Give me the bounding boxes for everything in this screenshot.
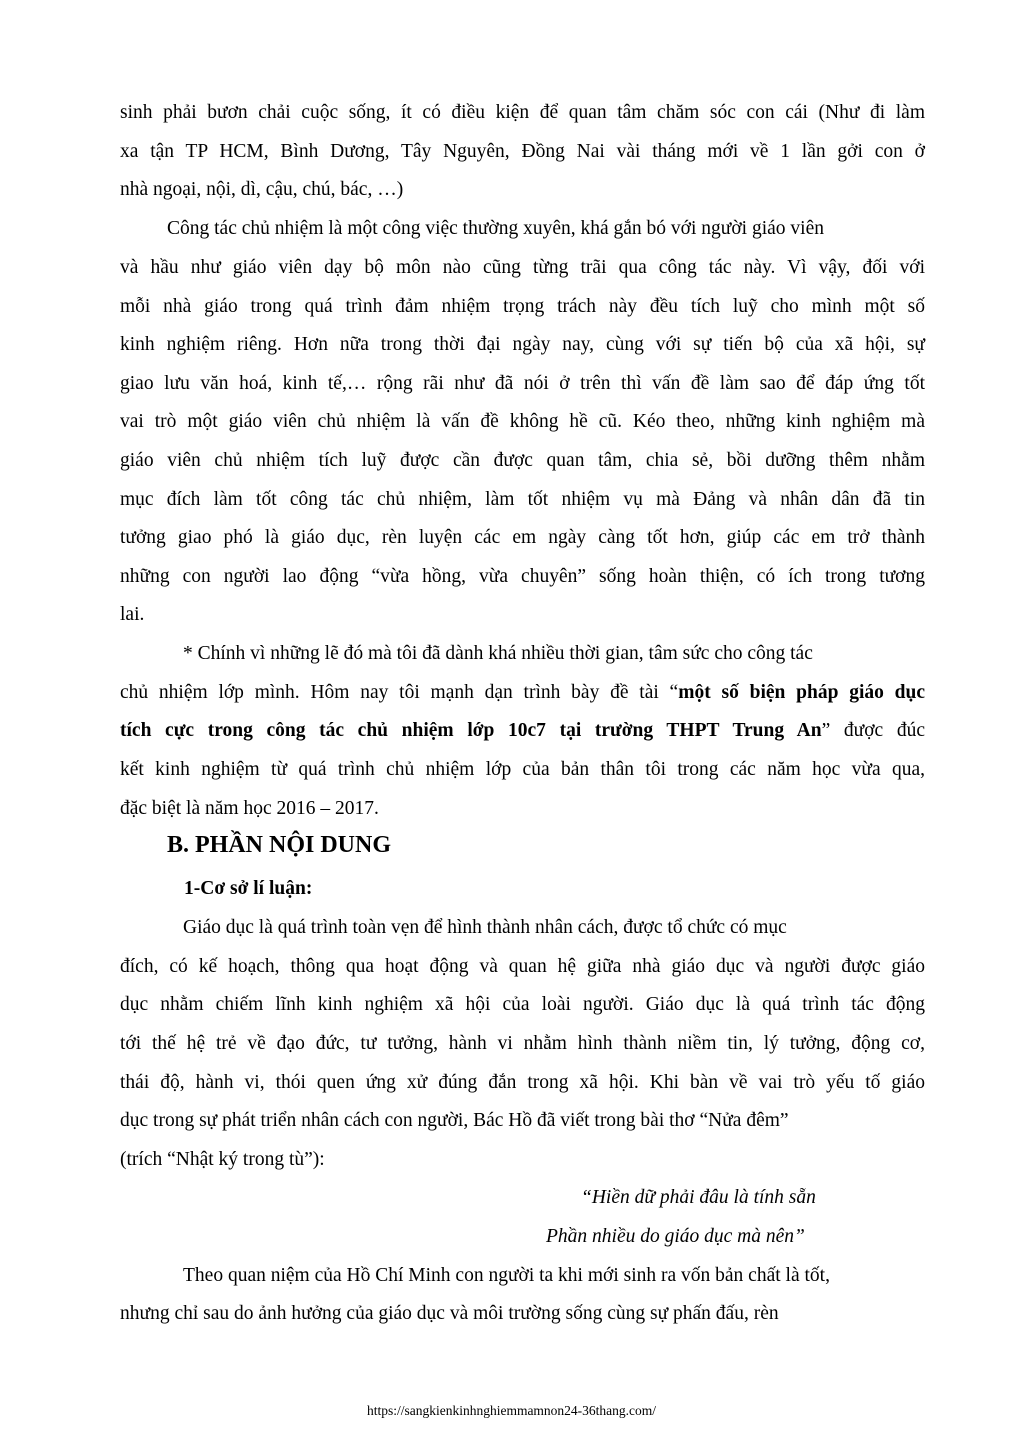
subheading: 1-Cơ sở lí luận: (184, 878, 313, 899)
topic-title-bold: một số biện pháp giáo dục (678, 682, 925, 703)
paragraph-line: * Chính vì những lẽ đó mà tôi đã dành khá nhiều thời gian, tâm sức cho công tác (183, 643, 813, 664)
poem-line: Phần nhiều do giáo dục mà nên” (546, 1226, 805, 1247)
paragraph-line: giáo viên chủ nhiệm tích luỹ được cần được quan tâm, chia sẻ, bồi dưỡng thêm nhằm (120, 450, 925, 471)
paragraph-line: dục trong sự phát triển nhân cách con người, Bác Hồ đã viết trong bài thơ “Nửa đêm” (120, 1110, 789, 1131)
paragraph-line: vai trò một giáo viên chủ nhiệm là vấn đề không hề cũ. Kéo theo, những kinh nghiệm mà (120, 411, 925, 432)
footer-url[interactable]: https://sangkienkinhnghiemmamnon24-36thang.com/ (366, 1403, 657, 1418)
paragraph-line (120, 718, 925, 744)
paragraph-line: kinh nghiệm riêng. Hơn nữa trong thời đại ngày nay, cùng với sự tiến bộ của xã hội, sự (120, 334, 925, 355)
paragraph-line: nhưng chỉ sau do ảnh hưởng của giáo dục và môi trường sống cùng sự phấn đấu, rèn (120, 1303, 779, 1324)
paragraph-line: Công tác chủ nhiệm là một công việc thường xuyên, khá gắn bó với người giáo viên (167, 218, 824, 239)
paragraph-line: và hầu như giáo viên dạy bộ môn nào cũng từng trãi qua công tác này. Vì vậy, đối với (120, 257, 925, 278)
topic-title-bold: tích cực trong công tác chủ nhiệm lớp 10c7 tại trường THPT Trung An (120, 720, 822, 741)
text-span: ” được đúc (821, 720, 925, 741)
paragraph-line: (trích “Nhật ký trong tù”): (120, 1149, 325, 1170)
text-span: chủ nhiệm lớp mình. Hôm nay tôi mạnh dạn trình bày đề tài “ (120, 682, 679, 703)
paragraph-line: tới thế hệ trẻ về đạo đức, tư tưởng, hành vi nhằm hình thành niềm tin, lý tưởng, động cơ, (120, 1033, 925, 1054)
paragraph-line: Giáo dục là quá trình toàn vẹn để hình thành nhân cách, được tổ chức có mục (183, 917, 787, 938)
paragraph-line: kết kinh nghiệm từ quá trình chủ nhiệm lớp của bản thân tôi trong các năm học vừa qua, (120, 759, 925, 780)
paragraph-line: đích, có kế hoạch, thông qua hoạt động và quan hệ giữa nhà giáo dục và người được giáo (120, 956, 925, 977)
paragraph-line: mục đích làm tốt công tác chủ nhiệm, làm tốt nhiệm vụ mà Đảng và nhân dân đã tin (120, 489, 925, 510)
paragraph-line: nhà ngoại, nội, dì, cậu, chú, bác, …) (120, 179, 404, 200)
paragraph-line: thái độ, hành vi, thói quen ứng xử đúng đắn trong xã hội. Khi bàn về vai trò yếu tố giáo (120, 1072, 925, 1093)
paragraph-line: đặc biệt là năm học 2016 – 2017. (120, 798, 379, 819)
paragraph-line: Theo quan niệm của Hồ Chí Minh con người ta khi mới sinh ra vốn bản chất là tốt, (183, 1265, 830, 1286)
poem-line: “Hiền dữ phải đâu là tính sẵn (581, 1187, 816, 1208)
paragraph-line: giao lưu văn hoá, kinh tế,… rộng rãi như đã nói ở trên thì vấn đề làm sao để đáp ứng tốt (120, 373, 925, 394)
section-heading: B. PHẦN NỘI DUNG (167, 832, 392, 858)
paragraph-line: tưởng giao phó là giáo dục, rèn luyện các em ngày càng tốt hơn, giúp các em trở thành (120, 527, 925, 548)
paragraph-line: mỗi nhà giáo trong quá trình đảm nhiệm trọng trách này đều tích luỹ cho mình một số (120, 296, 925, 317)
paragraph-line: lai. (120, 604, 145, 625)
paragraph-line: dục nhằm chiếm lĩnh kinh nghiệm xã hội của loài người. Giáo dục là quá trình tác động (120, 994, 925, 1015)
paragraph-line (120, 680, 925, 706)
paragraph-line: sinh phải bươn chải cuộc sống, ít có điều kiện để quan tâm chăm sóc con cái (Như đi làm (120, 102, 925, 123)
paragraph-line: xa tận TP HCM, Bình Dương, Tây Nguyên, Đồng Nai vài tháng mới về 1 lần gởi con ở (120, 141, 925, 162)
paragraph-line: những con người lao động “vừa hồng, vừa chuyên” sống hoàn thiện, có ích trong tương (120, 566, 925, 587)
